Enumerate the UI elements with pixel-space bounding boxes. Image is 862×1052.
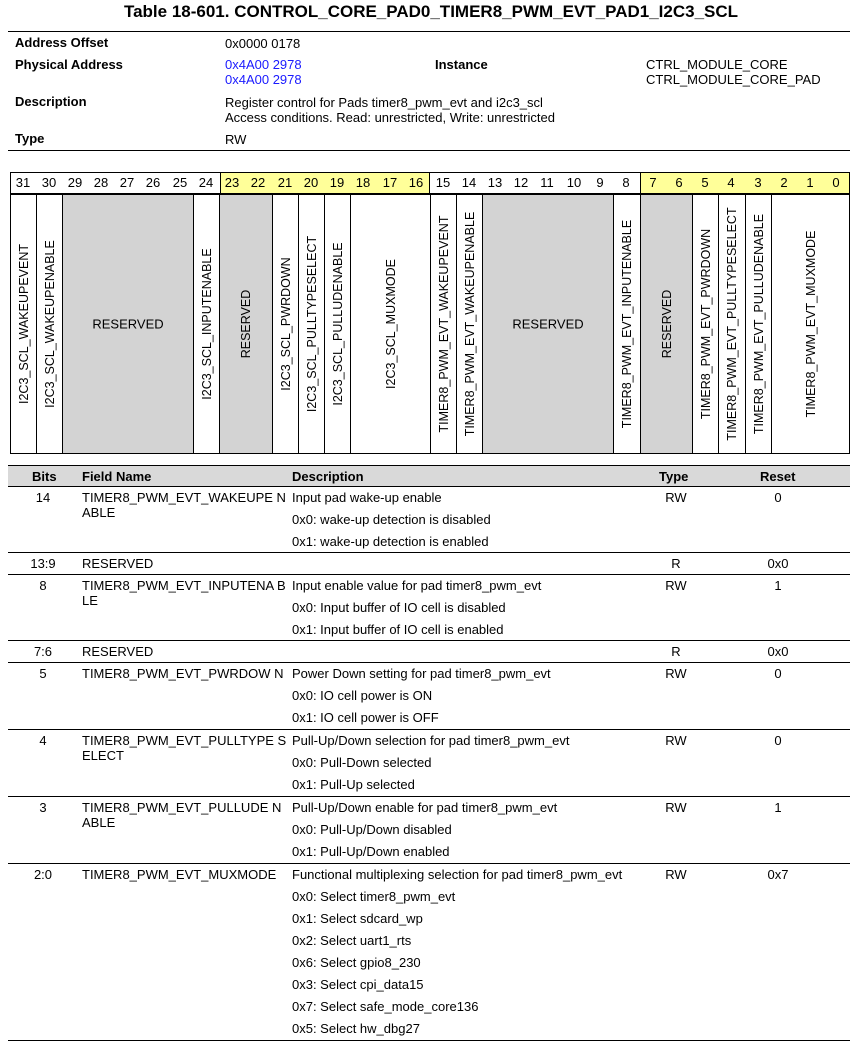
- bit-18: 18: [355, 175, 371, 190]
- description-line: 0x0: Pull-Down selected: [292, 755, 432, 770]
- description-line-2: Access conditions. Read: unrestricted, Write: unrestricted: [225, 110, 555, 125]
- description-line: Pull-Up/Down enable for pad timer8_pwm_evt: [292, 800, 558, 815]
- divider-meta-bottom: [8, 150, 850, 151]
- description-line-1: Register control for Pads timer8_pwm_evt and i2c3_scl: [225, 95, 543, 110]
- address-offset-label: Address Offset: [15, 35, 109, 50]
- description-line: Pull-Up/Down selection for pad timer8_pwm_evt: [292, 733, 570, 748]
- description-line: Input pad wake-up enable: [292, 490, 442, 505]
- bit-13: 13: [487, 175, 503, 190]
- field-timer8-wakeupevent: [431, 195, 457, 453]
- cell-type: RW: [665, 733, 687, 748]
- cell-reset: 0: [774, 666, 782, 681]
- bit-0: 0: [832, 175, 840, 190]
- description-line: 0x1: Select sdcard_wp: [292, 911, 423, 926]
- bit-28: 28: [93, 175, 109, 190]
- field-label: I2C3_SCL_INPUTENABLE: [199, 248, 214, 400]
- bit-11: 11: [540, 175, 554, 190]
- cell-type: RW: [665, 867, 687, 882]
- table-row: [8, 487, 850, 553]
- description-line: 0x0: Input buffer of IO cell is disabled: [292, 600, 506, 615]
- divider-top: [8, 31, 850, 32]
- field-timer8-pulludenable: [746, 195, 772, 453]
- bit-1: 1: [806, 175, 814, 190]
- cell-field-name: RESERVED: [82, 644, 154, 659]
- field-label: RESERVED: [92, 316, 164, 332]
- instance-value-2: CTRL_MODULE_CORE_PAD: [646, 72, 821, 87]
- cell-bits: 2:0: [33, 867, 53, 882]
- bit-16: 16: [408, 175, 424, 190]
- cell-bits: 14: [35, 490, 51, 505]
- cell-reset: 0: [774, 733, 782, 748]
- bit-29: 29: [67, 175, 83, 190]
- bit-12: 12: [513, 175, 529, 190]
- field-label: TIMER8_PWM_EVT_PWRDOWN: [698, 228, 713, 420]
- field-i2c3-scl-pwrdown: [273, 195, 299, 453]
- description-line: 0x0: Select timer8_pwm_evt: [292, 889, 456, 904]
- bit-23: 23: [224, 175, 240, 190]
- bit-30: 30: [41, 175, 57, 190]
- field-label: RESERVED: [512, 316, 584, 332]
- field-label: TIMER8_PWM_EVT_WAKEUPEVENT: [436, 215, 451, 433]
- cell-bits: 13:9: [30, 556, 56, 571]
- description-line: 0x3: Select cpi_data15: [292, 977, 424, 992]
- cell-reset: 0x0: [767, 644, 789, 659]
- field-reserved-29-25: [63, 195, 194, 453]
- bit-21: 21: [277, 175, 293, 190]
- instance-label: Instance: [435, 57, 488, 72]
- bit-17: 17: [382, 175, 398, 190]
- cell-type: R: [671, 644, 681, 659]
- bit-7: 7: [649, 175, 657, 190]
- bit-14: 14: [461, 175, 477, 190]
- table-title: Table 18-601. CONTROL_CORE_PAD0_TIMER8_PWM_EVT_PAD1_I2C3_SCL: [123, 2, 739, 21]
- cell-field-name: TIMER8_PWM_EVT_PWRDOW N: [82, 666, 284, 681]
- cell-reset: 1: [774, 800, 782, 815]
- field-reserved-7-6: [641, 195, 693, 453]
- cell-reset: 0x7: [767, 867, 789, 882]
- cell-bits: 4: [39, 733, 47, 748]
- cell-bits: 8: [39, 578, 47, 593]
- field-label: I2C3_SCL_PULLUDENABLE: [330, 242, 345, 406]
- bit-9: 9: [596, 175, 604, 190]
- description-line: 0x2: Select uart1_rts: [292, 933, 412, 948]
- instance-value-1: CTRL_MODULE_CORE: [646, 57, 788, 72]
- header-bits: Bits: [32, 469, 57, 484]
- field-i2c3-scl-wakeupenable: [37, 195, 63, 453]
- field-timer8-wakeupenable: [457, 195, 483, 453]
- field-i2c3-scl-muxmode: [351, 195, 431, 453]
- description-line: Power Down setting for pad timer8_pwm_evt: [292, 666, 551, 681]
- description-line: Input enable value for pad timer8_pwm_evt: [292, 578, 542, 593]
- field-reserved-13-9: [483, 195, 614, 453]
- cell-description: [292, 800, 557, 866]
- cell-field-name: TIMER8_PWM_EVT_PULLUDE NABLE: [82, 800, 282, 830]
- header-field-name: Field Name: [82, 469, 152, 484]
- cell-reset: 1: [774, 578, 782, 593]
- cell-description: [292, 578, 541, 644]
- type-value: RW: [225, 132, 247, 147]
- field-label: RESERVED: [659, 289, 674, 359]
- field-label: I2C3_SCL_PULLTYPESELECT: [304, 235, 319, 413]
- bit-5: 5: [701, 175, 709, 190]
- bit-24: 24: [198, 175, 214, 190]
- field-label: TIMER8_PWM_EVT_PULLTYPESELECT: [725, 207, 739, 441]
- table-row: [8, 797, 850, 864]
- field-label: I2C3_SCL_WAKEUPENABLE: [42, 240, 57, 408]
- table-row: [8, 641, 850, 663]
- field-timer8-muxmode: [772, 195, 849, 453]
- bit-15: 15: [435, 175, 451, 190]
- bit-6: 6: [675, 175, 683, 190]
- cell-field-name: RESERVED: [82, 556, 154, 571]
- description-line: 0x1: Input buffer of IO cell is enabled: [292, 622, 504, 637]
- description-line: Functional multiplexing selection for pad timer8_pwm_evt: [292, 867, 623, 882]
- field-label: TIMER8_PWM_EVT_WAKEUPENABLE: [462, 211, 477, 437]
- field-label: I2C3_SCL_PWRDOWN: [278, 257, 293, 391]
- field-i2c3-scl-wakeupevent: [11, 195, 37, 453]
- cell-type: RW: [665, 578, 687, 593]
- cell-field-name: TIMER8_PWM_EVT_PULLTYPE SELECT: [82, 733, 287, 763]
- bit-27: 27: [119, 175, 135, 190]
- address-offset-value: 0x0000 0178: [225, 36, 301, 51]
- description-line: 0x1: wake-up detection is enabled: [292, 534, 489, 549]
- cell-field-name: TIMER8_PWM_EVT_WAKEUPE NABLE: [82, 490, 286, 520]
- field-label: I2C3_SCL_WAKEUPEVENT: [16, 243, 31, 405]
- field-i2c3-scl-pulludenable: [325, 195, 351, 453]
- bit-fields-row: [10, 194, 850, 454]
- bit-8: 8: [622, 175, 630, 190]
- field-label: TIMER8_PWM_EVT_PULLUDENABLE: [751, 213, 766, 435]
- bit-2: 2: [780, 175, 788, 190]
- cell-type: R: [671, 556, 681, 571]
- field-timer8-pwrdown: [693, 195, 719, 453]
- bit-3: 3: [754, 175, 762, 190]
- description-line: 0x6: Select gpio8_230: [292, 955, 421, 970]
- bit-numbers: [10, 172, 850, 194]
- field-i2c3-scl-inputenable: [194, 195, 220, 453]
- field-timer8-inputenable: [614, 195, 641, 453]
- field-reserved-23-22: [220, 195, 273, 453]
- description-line: 0x1: Pull-Up/Down enabled: [292, 844, 450, 859]
- cell-bits: 3: [39, 800, 47, 815]
- table-row: [8, 730, 850, 797]
- physical-address-label: Physical Address: [15, 57, 123, 72]
- field-label: I2C3_SCL_MUXMODE: [383, 259, 398, 389]
- cell-description: [292, 733, 569, 799]
- cell-type: RW: [665, 800, 687, 815]
- bit-20: 20: [303, 175, 319, 190]
- type-label: Type: [15, 131, 45, 146]
- bit-26: 26: [145, 175, 161, 190]
- field-label: TIMER8_PWM_EVT_MUXMODE: [803, 230, 818, 418]
- physical-address-link-1[interactable]: 0x4A00 2978: [225, 57, 302, 72]
- table-header-row: [8, 465, 850, 487]
- field-timer8-pulltypeselect: [719, 195, 746, 453]
- table-row: [8, 575, 850, 641]
- cell-bits: 5: [39, 666, 47, 681]
- cell-reset: 0: [774, 490, 782, 505]
- description-line: 0x0: IO cell power is ON: [292, 688, 433, 703]
- description-line: 0x5: Select hw_dbg27: [292, 1021, 420, 1036]
- field-label: TIMER8_PWM_EVT_INPUTENABLE: [620, 219, 634, 429]
- cell-description: [292, 490, 491, 556]
- cell-description: [292, 666, 551, 732]
- bit-10: 10: [566, 175, 582, 190]
- description-label: Description: [15, 94, 87, 109]
- table-row: [8, 553, 850, 575]
- bit-25: 25: [172, 175, 188, 190]
- description-line: 0x1: Pull-Up selected: [292, 777, 415, 792]
- bit-31: 31: [15, 175, 31, 190]
- description-line: 0x0: wake-up detection is disabled: [292, 512, 491, 527]
- physical-address-link-2[interactable]: 0x4A00 2978: [225, 72, 302, 87]
- table-row: [8, 864, 850, 1041]
- cell-type: RW: [665, 666, 687, 681]
- cell-type: RW: [665, 490, 687, 505]
- bit-22: 22: [250, 175, 266, 190]
- table-row: [8, 663, 850, 730]
- cell-field-name: TIMER8_PWM_EVT_MUXMODE: [82, 867, 277, 882]
- bit-19: 19: [329, 175, 345, 190]
- cell-bits: 7:6: [33, 644, 53, 659]
- description-line: 0x7: Select safe_mode_core136: [292, 999, 479, 1014]
- field-i2c3-scl-pulltypeselect: [299, 195, 325, 453]
- cell-field-name: TIMER8_PWM_EVT_INPUTENA BLE: [82, 578, 286, 608]
- header-type: Type: [659, 469, 689, 484]
- description-line: 0x0: Pull-Up/Down disabled: [292, 822, 452, 837]
- description-line: 0x1: IO cell power is OFF: [292, 710, 439, 725]
- bit-4: 4: [727, 175, 735, 190]
- field-label: RESERVED: [239, 289, 253, 359]
- cell-description: [292, 867, 622, 1043]
- cell-reset: 0x0: [767, 556, 789, 571]
- header-reset: Reset: [760, 469, 796, 484]
- header-description: Description: [292, 469, 364, 484]
